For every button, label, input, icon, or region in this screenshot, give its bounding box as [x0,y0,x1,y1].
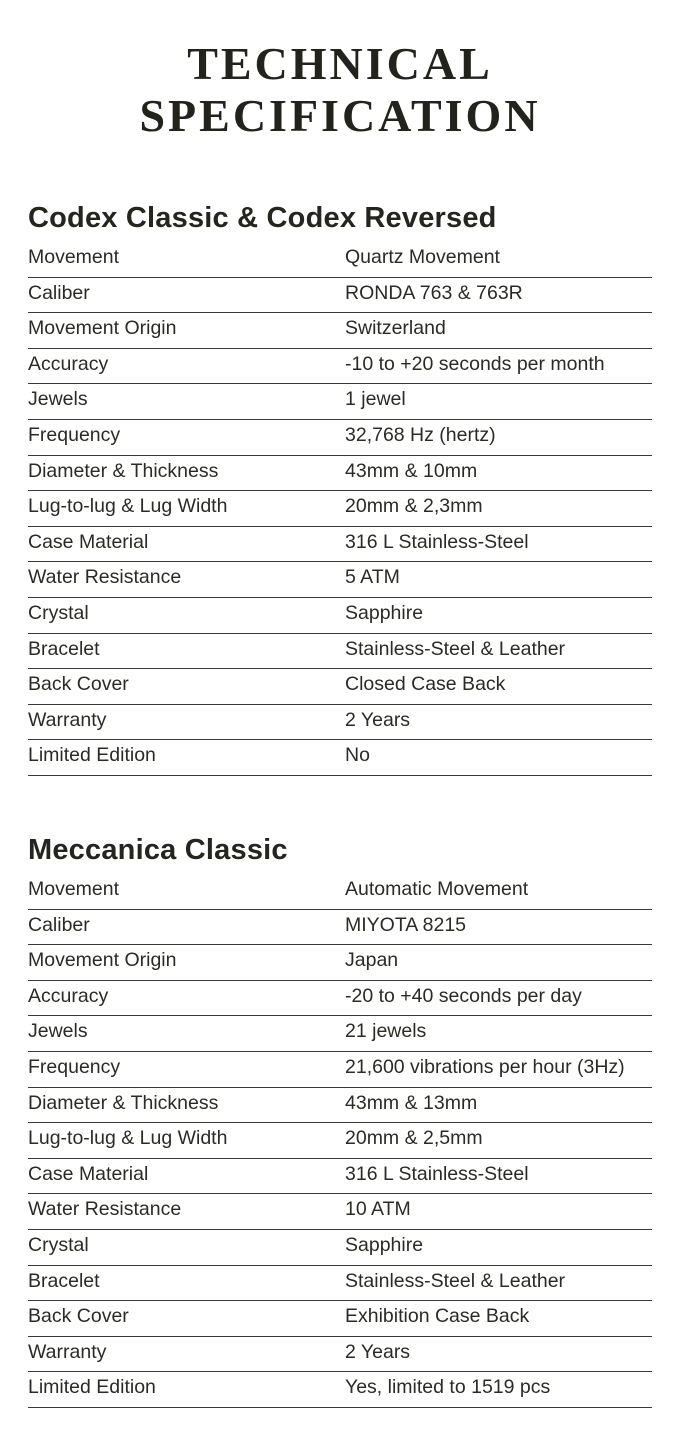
spec-value: 2 Years [345,708,411,731]
spec-value: Sapphire [345,1233,424,1256]
spec-value: 10 ATM [345,1198,411,1221]
spec-label: Warranty [28,708,107,731]
spec-value: Automatic Movement [345,878,529,900]
spec-row [28,384,652,420]
spec-label: Bracelet [28,637,100,660]
spec-value: 1 jewel [345,388,406,411]
spec-row [28,1372,652,1408]
spec-row [28,1194,652,1230]
spec-label: Lug-to-lug & Lug Width [28,495,228,518]
spec-label: Back Cover [28,1305,129,1328]
spec-value: Sapphire [345,601,424,624]
spec-value: Exhibition Case Back [345,1305,530,1328]
spec-row [28,669,652,705]
page-title-line-2: SPECIFICATION [139,90,541,141]
spec-value: Switzerland [345,317,446,340]
spec-label: Water Resistance [28,566,182,589]
spec-label: Movement [28,878,120,900]
spec-label: Case Material [28,1162,149,1185]
spec-value: RONDA 763 & 763R [345,281,523,304]
spec-label: Limited Edition [28,1376,156,1399]
spec-row [28,1301,652,1337]
spec-value: Closed Case Back [345,673,506,696]
spec-label: Movement Origin [28,317,177,340]
spec-label: Bracelet [28,1269,100,1292]
spec-value: 2 Years [345,1340,411,1363]
spec-value: No [345,744,370,767]
spec-label: Accuracy [28,352,109,375]
spec-value: 43mm & 10mm [345,459,478,482]
spec-value: Stainless-Steel & Leather [345,1269,566,1292]
spec-label: Frequency [28,423,121,446]
spec-section-meccanica [28,830,652,1408]
section-heading: Meccanica Classic [28,834,288,866]
section-heading: Codex Classic & Codex Reversed [28,202,497,234]
spec-label: Accuracy [28,984,109,1007]
spec-label: Jewels [28,388,88,411]
spec-label: Movement [28,246,120,268]
spec-value: 20mm & 2,5mm [345,1127,483,1150]
spec-value: 21,600 vibrations per hour (3Hz) [345,1055,625,1078]
spec-value: 316 L Stainless-Steel [345,1162,529,1185]
spec-value: 20mm & 2,3mm [345,495,483,518]
spec-value: Stainless-Steel & Leather [345,637,566,660]
spec-value: 32,768 Hz (hertz) [345,423,496,446]
spec-value: 21 jewels [345,1020,427,1043]
spec-value: Quartz Movement [345,246,500,268]
spec-label: Back Cover [28,673,129,696]
spec-label: Limited Edition [28,744,156,767]
spec-table [28,874,652,1408]
spec-label: Frequency [28,1055,121,1078]
spec-label: Caliber [28,913,90,936]
spec-label: Movement Origin [28,949,177,972]
spec-table [28,242,652,776]
spec-value: Yes, limited to 1519 pcs [345,1376,551,1399]
spec-label: Caliber [28,281,90,304]
spec-label: Case Material [28,530,149,553]
spec-label: Lug-to-lug & Lug Width [28,1127,228,1150]
spec-row [28,874,652,910]
spec-row [28,740,652,776]
spec-row [28,981,652,1017]
spec-value: 43mm & 13mm [345,1091,478,1114]
spec-value: -10 to +20 seconds per month [345,352,605,375]
spec-label: Diameter & Thickness [28,459,219,482]
spec-label: Crystal [28,1233,89,1256]
spec-value: -20 to +40 seconds per day [345,984,582,1007]
spec-label: Warranty [28,1340,107,1363]
spec-row [28,562,652,598]
spec-value: 316 L Stainless-Steel [345,530,529,553]
spec-row [28,349,652,385]
spec-label: Diameter & Thickness [28,1091,219,1114]
spec-section-codex [28,198,652,776]
spec-value: Japan [345,949,399,972]
spec-label: Water Resistance [28,1198,182,1221]
page-title [0,38,680,142]
spec-value: 5 ATM [345,566,400,589]
spec-label: Jewels [28,1020,88,1043]
page-title-line-1: TECHNICAL [187,38,493,89]
spec-label: Crystal [28,601,89,624]
spec-row [28,242,652,278]
spec-value: MIYOTA 8215 [345,913,467,936]
